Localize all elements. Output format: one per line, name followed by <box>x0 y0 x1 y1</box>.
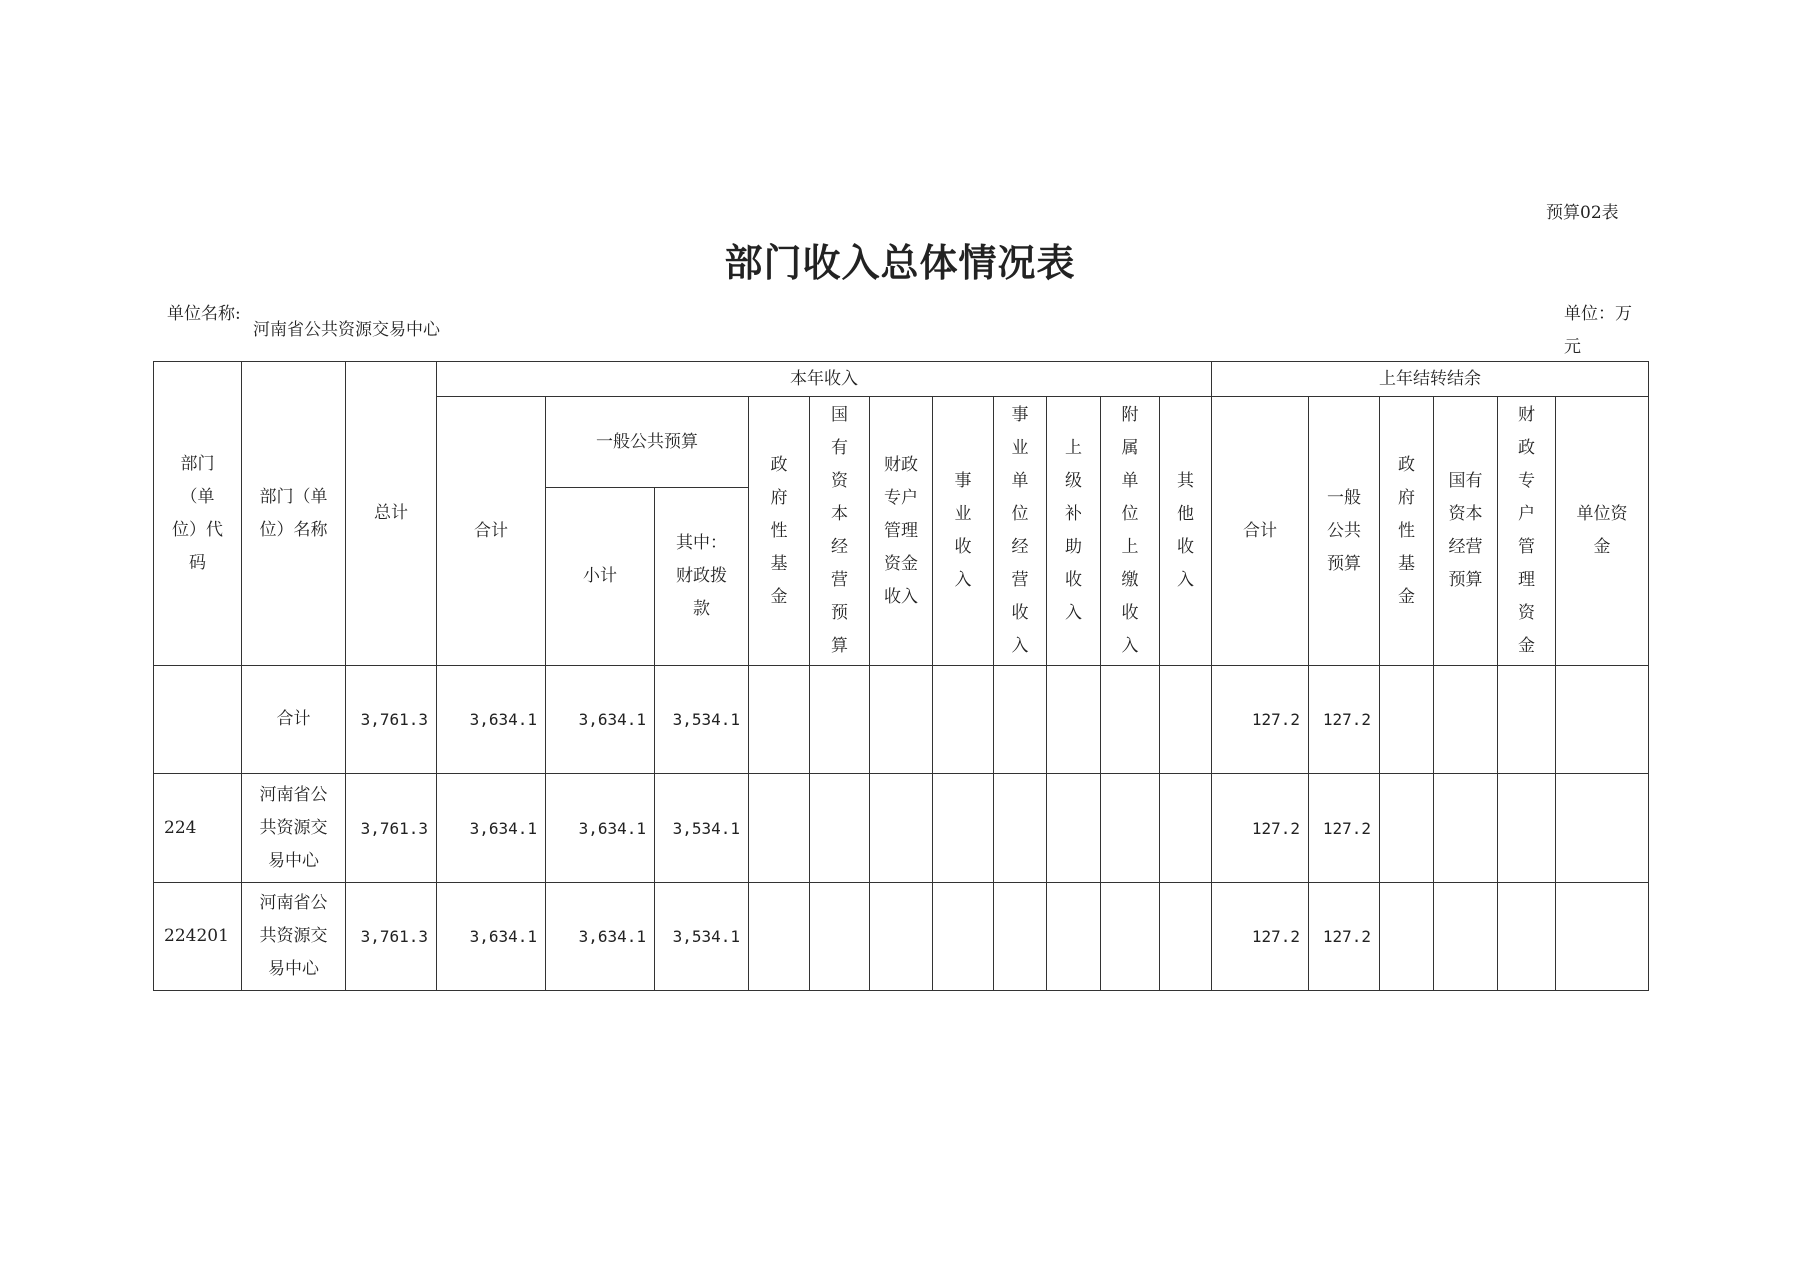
cell-empty <box>870 774 933 883</box>
header-state-capital: 国有资本经营预算 <box>810 397 870 666</box>
cell-empty <box>1047 883 1101 991</box>
cell-empty <box>870 883 933 991</box>
cell-empty <box>810 666 870 774</box>
cell-empty <box>1160 883 1212 991</box>
cell-total: 3,761.3 <box>346 774 437 883</box>
header-affiliated-income: 附属单位上缴收入 <box>1101 397 1160 666</box>
cell-empty <box>1434 883 1498 991</box>
cell-cy-total: 3,634.1 <box>437 883 546 991</box>
header-total: 总计 <box>346 362 437 666</box>
cell-cy-total: 3,634.1 <box>437 774 546 883</box>
cell-empty <box>1047 666 1101 774</box>
cell-empty <box>994 774 1047 883</box>
money-unit-label: 单位：万元 <box>1564 304 1632 357</box>
cell-gb-small: 3,634.1 <box>546 774 655 883</box>
cell-total: 3,761.3 <box>346 666 437 774</box>
unit-name-label: 单位名称: <box>167 304 241 324</box>
cell-code <box>154 666 242 774</box>
cell-empty <box>1101 883 1160 991</box>
table-row <box>154 774 1649 883</box>
unit-name-value: 河南省公共资源交易中心 <box>253 320 440 340</box>
header-fiscal-special: 财政专户管理资金收入 <box>870 397 933 666</box>
income-table <box>153 361 1649 991</box>
header-py-general: 一般公共预算 <box>1309 397 1380 666</box>
cell-empty <box>870 666 933 774</box>
cell-py-total: 127.2 <box>1212 883 1309 991</box>
cell-empty <box>749 883 810 991</box>
cell-empty <box>810 774 870 883</box>
cell-py-total: 127.2 <box>1212 774 1309 883</box>
header-general-budget: 一般公共预算 <box>546 397 749 488</box>
cell-empty <box>933 774 994 883</box>
cell-empty <box>1556 774 1649 883</box>
cell-empty <box>1498 883 1556 991</box>
cell-py-general: 127.2 <box>1309 774 1380 883</box>
cell-code: 224 <box>154 774 242 883</box>
cell-py-general: 127.2 <box>1309 666 1380 774</box>
cell-empty <box>994 883 1047 991</box>
cell-cy-total: 3,634.1 <box>437 666 546 774</box>
header-row-1 <box>154 362 1649 397</box>
cell-empty <box>1101 774 1160 883</box>
cell-empty <box>933 666 994 774</box>
page-title: 部门收入总体情况表 <box>724 240 1076 285</box>
header-cy-subtotal: 合计 <box>437 397 546 666</box>
cell-empty <box>1498 774 1556 883</box>
header-py-unit-funds: 单位资金 <box>1556 397 1649 666</box>
header-py-subtotal: 合计 <box>1212 397 1309 666</box>
header-operating-income: 事业单位经营收入 <box>994 397 1047 666</box>
cell-empty <box>810 883 870 991</box>
cell-gb-fiscal: 3,534.1 <box>655 666 749 774</box>
cell-py-general: 127.2 <box>1309 883 1380 991</box>
cell-empty <box>749 774 810 883</box>
cell-empty <box>1047 774 1101 883</box>
cell-empty <box>994 666 1047 774</box>
table-row <box>154 666 1649 774</box>
cell-gb-fiscal: 3,534.1 <box>655 774 749 883</box>
header-py-gov-fund: 政府性基金 <box>1380 397 1434 666</box>
cell-empty <box>1380 666 1434 774</box>
header-prev-year: 上年结转结余 <box>1212 362 1649 397</box>
cell-name: 河南省公共资源交易中心 <box>242 774 346 883</box>
cell-code: 224201 <box>154 883 242 991</box>
cell-empty <box>1498 666 1556 774</box>
header-gb-fiscal: 其中：财政拨款 <box>655 488 749 666</box>
header-business-income: 事业收入 <box>933 397 994 666</box>
cell-empty <box>1556 883 1649 991</box>
cell-empty <box>1434 666 1498 774</box>
header-other-income: 其他收入 <box>1160 397 1212 666</box>
cell-total: 3,761.3 <box>346 883 437 991</box>
cell-empty <box>1160 774 1212 883</box>
header-gb-small: 小计 <box>546 488 655 666</box>
cell-empty <box>1101 666 1160 774</box>
cell-gb-small: 3,634.1 <box>546 666 655 774</box>
header-py-state-capital: 国有资本经营预算 <box>1434 397 1498 666</box>
header-current-year: 本年收入 <box>437 362 1212 397</box>
cell-empty <box>1380 774 1434 883</box>
header-gov-fund: 政府性基金 <box>749 397 810 666</box>
cell-empty <box>1160 666 1212 774</box>
header-dept-code: 部门（单位）代码 <box>154 362 242 666</box>
cell-empty <box>749 666 810 774</box>
form-number: 预算02表 <box>1546 203 1619 223</box>
cell-py-total: 127.2 <box>1212 666 1309 774</box>
header-dept-name: 部门（单位）名称 <box>242 362 346 666</box>
cell-empty <box>933 883 994 991</box>
header-subsidy-income: 上级补助收入 <box>1047 397 1101 666</box>
table-row <box>154 883 1649 991</box>
cell-empty <box>1556 666 1649 774</box>
cell-gb-small: 3,634.1 <box>546 883 655 991</box>
cell-name: 合计 <box>242 666 346 774</box>
cell-empty <box>1434 774 1498 883</box>
header-py-fiscal-special: 财政专户管理资金 <box>1498 397 1556 666</box>
cell-name: 河南省公共资源交易中心 <box>242 883 346 991</box>
cell-empty <box>1380 883 1434 991</box>
cell-gb-fiscal: 3,534.1 <box>655 883 749 991</box>
